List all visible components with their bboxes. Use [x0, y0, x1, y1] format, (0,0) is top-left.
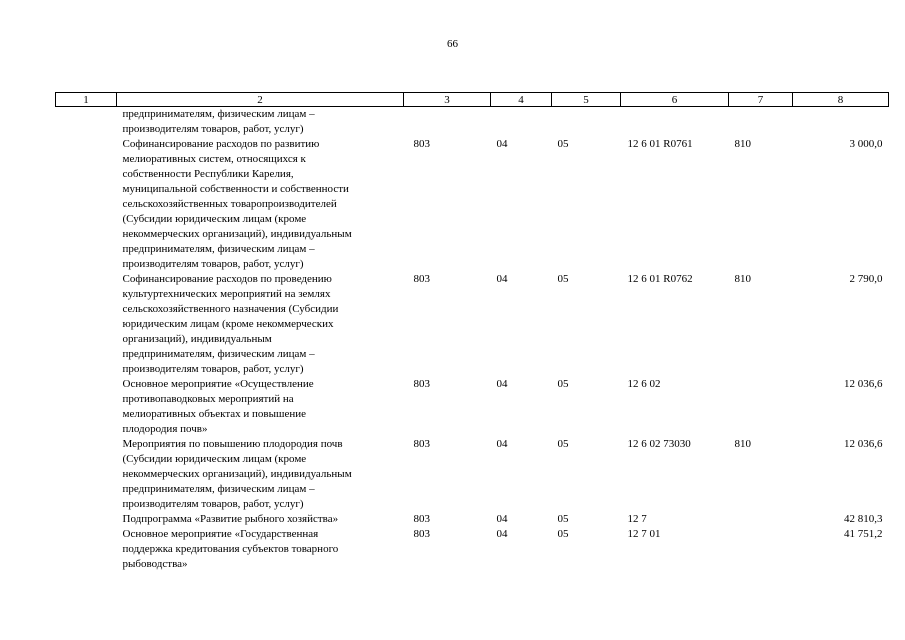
cell-number [56, 512, 117, 527]
table-row [56, 377, 889, 437]
cell-section [491, 107, 552, 138]
column-header-3: 3 [404, 93, 491, 107]
cell-subsection: 05 [557, 138, 569, 150]
cell-expense-type: 810 [734, 438, 751, 450]
cell-expense-type: 810 [734, 273, 751, 285]
cell-amount: 42 810,3 [844, 513, 883, 525]
cell-subsection: 05 [557, 273, 569, 285]
cell-ministry-code: 803 [413, 273, 430, 285]
cell-subsection: 05 [557, 528, 569, 540]
column-header-5: 5 [552, 93, 621, 107]
cell-target-article: 12 6 02 73030 [627, 438, 691, 450]
table-row [56, 137, 889, 272]
cell-section: 04 [496, 378, 508, 390]
table-header-row [56, 93, 889, 107]
cell-ministry-code: 803 [413, 138, 430, 150]
cell-description: Подпрограмма «Развитие рыбного хозяйства» [122, 513, 339, 525]
table-row [56, 512, 889, 527]
cell-description: предпринимателям, физическим лицам – производителям товаров, работ, услуг) [122, 108, 315, 135]
cell-target-article: 12 6 02 [627, 378, 661, 390]
cell-amount: 2 790,0 [849, 273, 883, 285]
cell-description: Софинансирование расходов по проведению культуртехнических мероприятий на землях сельскохозяйственного назначения (Субсидии юридическим лицам (кроме некоммерческих организаций), индивидуальным предпринимателям, физическим лицам – производителям товаров, работ, услуг) [122, 273, 339, 375]
column-header-6: 6 [621, 93, 729, 107]
cell-target-article: 12 6 01 R0761 [627, 138, 693, 150]
cell-number [56, 437, 117, 512]
cell-ministry-code [404, 107, 491, 138]
column-header-8: 8 [793, 93, 889, 107]
cell-ministry-code: 803 [413, 438, 430, 450]
cell-amount: 12 036,6 [844, 378, 883, 390]
cell-ministry-code: 803 [413, 513, 430, 525]
cell-target-article: 12 6 01 R0762 [627, 273, 693, 285]
cell-ministry-code: 803 [413, 528, 430, 540]
cell-section: 04 [496, 273, 508, 285]
column-header-1: 1 [56, 93, 117, 107]
cell-amount: 12 036,6 [844, 438, 883, 450]
cell-expense-type [729, 377, 793, 437]
cell-target-article: 12 7 01 [627, 528, 661, 540]
cell-subsection: 05 [557, 378, 569, 390]
cell-amount: 3 000,0 [849, 138, 883, 150]
cell-description: Основное мероприятие «Осуществление противопаводковых мероприятий на мелиоративных объектах и повышение плодородия почв» [122, 378, 314, 435]
cell-subsection [552, 107, 621, 138]
table-row [56, 437, 889, 512]
cell-number [56, 527, 117, 572]
table-row [56, 527, 889, 572]
cell-number [56, 137, 117, 272]
cell-number [56, 107, 117, 138]
page-number: 66 [447, 38, 458, 50]
cell-amount [793, 107, 889, 138]
cell-target-article [621, 107, 729, 138]
table-row [56, 107, 889, 138]
column-header-4: 4 [491, 93, 552, 107]
cell-ministry-code: 803 [413, 378, 430, 390]
cell-expense-type [729, 107, 793, 138]
cell-section: 04 [496, 438, 508, 450]
cell-description: Основное мероприятие «Государственная поддержка кредитования субъектов товарного рыбоводства» [122, 528, 339, 570]
cell-target-article: 12 7 [627, 513, 647, 525]
column-header-7: 7 [729, 93, 793, 107]
cell-section: 04 [496, 528, 508, 540]
cell-description: Софинансирование расходов по развитию мелиоративных систем, относящихся к собственности Республики Карелия, муниципальной собственности и собственности сельскохозяйственных товаропроизводителей (Субсидии юридическим лицам (кроме некоммерческих организаций), индивидуальным предпринимателям, физическим лицам – производителям товаров, работ, услуг) [122, 138, 352, 270]
cell-amount: 41 751,2 [844, 528, 883, 540]
cell-expense-type [729, 527, 793, 572]
cell-subsection: 05 [557, 513, 569, 525]
cell-expense-type: 810 [734, 138, 751, 150]
cell-section: 04 [496, 138, 508, 150]
table-row [56, 272, 889, 377]
cell-number [56, 272, 117, 377]
cell-expense-type [729, 512, 793, 527]
cell-subsection: 05 [557, 438, 569, 450]
cell-description: Мероприятия по повышению плодородия почв (Субсидии юридическим лицам (кроме некоммерческих организаций), индивидуальным предпринимателям, физическим лицам – производителям товаров, работ, услуг) [122, 438, 352, 510]
budget-table [55, 92, 889, 572]
column-header-2: 2 [117, 93, 404, 107]
cell-number [56, 377, 117, 437]
cell-section: 04 [496, 513, 508, 525]
